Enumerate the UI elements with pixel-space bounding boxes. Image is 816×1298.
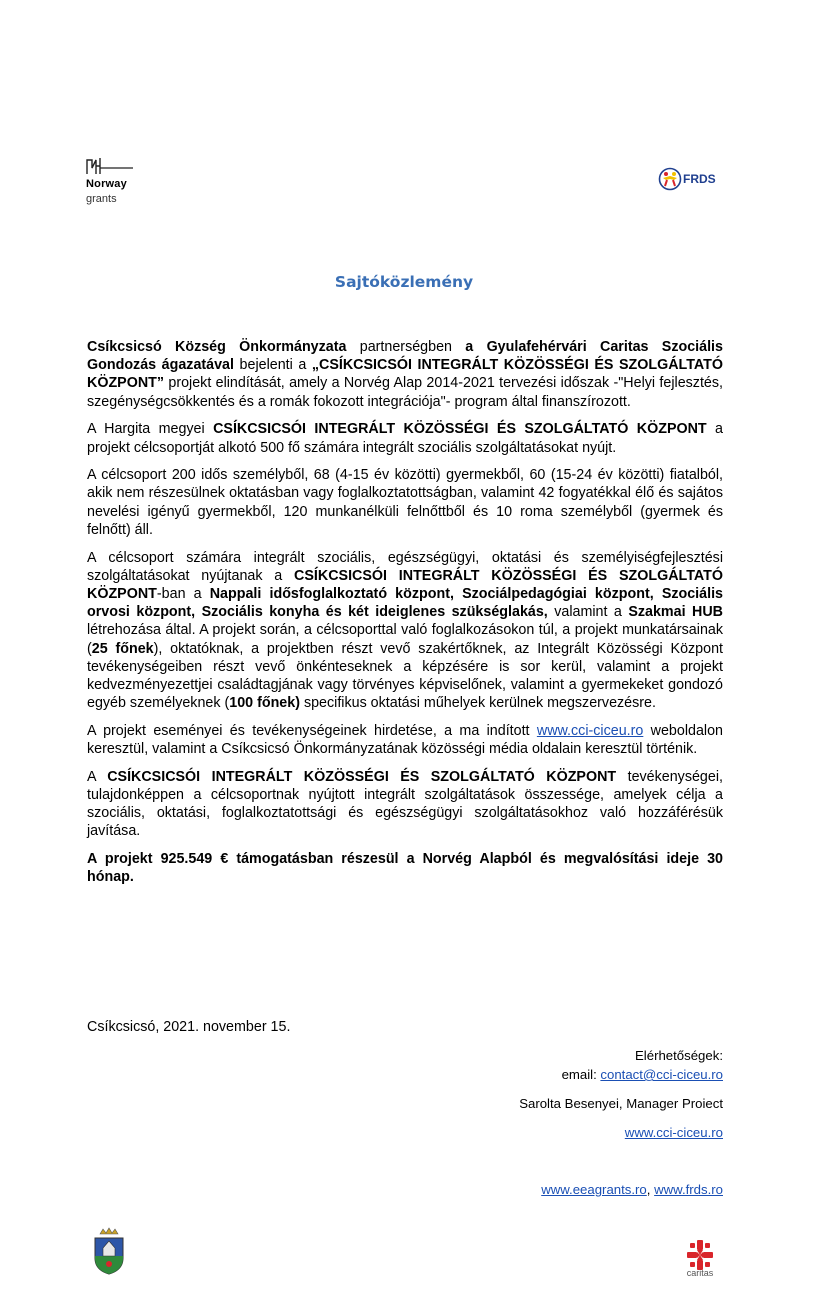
contact-email-link[interactable]: contact@cci-ciceu.ro: [600, 1067, 723, 1082]
paragraph-4: A célcsoport számára integrált szociális, egészségügyi, oktatási és személyiségfejlesztési szolgáltatásokat nyújtanak a CSÍKCSICSÓI INTEGRÁLT KÖZÖSSÉGI ÉS SZOLGÁLTATÓ KÖZPONT-ban a Nappali idősfoglalkoztató központ, Szociálpedagógiai központ, Szociális orvosi központ, Szociális konyha és két ideiglenes szükséglakás, valamint a Szakmai HUB létrehozása által. A projekt során, a célcsoporttal való foglalkozásokon túl, a projekt munkatársainak (25 főnek), oktatóknak, a projektben részt vevő szakértőknek, az Integrált Közösségi Központ tevékenységeiben részt vevő önkénteseknek a képzésére is sor kerül, valamint a projekt kedvezményezettjei családtagjának vagy törvényes képviselőnek, valamint a gyermekeket gondozó egyéb személyeknek (100 főnek) specifikus oktatási műhelyek kerülnek megszervezésre.: [87, 549, 724, 712]
coat-of-arms-icon: [92, 1226, 126, 1276]
contact-website-link[interactable]: www.cci-ciceu.ro: [624, 1125, 723, 1140]
frds-logo-icon: [657, 165, 721, 193]
paragraph-1: Csíkcsicsó Község Önkormányzata partnerségben a Gyulafehérvári Caritas Szociális Gondozás ágazatával bejelenti a „CSÍKCSICSÓI INTEGRÁLT KÖZÖSSÉGI ÉS SZOLGÁLTATÓ KÖZPONT” projekt elindítását, amely a Norvég Alap 2014-2021 tervezési időszak -"Helyi fejlesztés, szegénységcsökkentés és a romák fokozott integrációja"- program által finanszírozott.: [87, 339, 724, 410]
grants-logo-text: grants: [86, 193, 117, 205]
paragraph-2: A Hargita megyei CSÍKCSICSÓI INTEGRÁLT KÖZÖSSÉGI ÉS SZOLGÁLTATÓ KÖZPONT a projekt célcsoportját alkotó 500 fő számára integrált szociális szolgáltatásokat nyújt.: [87, 421, 723, 456]
paragraph-3: A célcsoport 200 idős személyből, 68 (4-15 év közötti) gyermekből, 60 (15-24 év közötti) fiatalból, akik nem részesülnek oktatásban vagy foglalkoztatottságban, valamint 42 fogyatékkal élő és sajátos nevelési igényű gyermekből, 120 munkanélküli felnőttből és 10 roma személyből (gyermek és felnőtt) áll.: [87, 467, 723, 538]
contact-website-line: [625, 1124, 723, 1142]
page-title: Sajtóközlemény: [334, 273, 474, 291]
project-website-link[interactable]: www.cci-ciceu.ro: [536, 722, 644, 739]
contact-person: Sarolta Besenyei, Manager Proiect: [519, 1096, 723, 1111]
contact-email-line: email: contact@cci-ciceu.ro: [561, 1067, 723, 1082]
norway-logo-text: Norway: [86, 178, 127, 190]
norway-grants-logo-icon: [86, 156, 134, 176]
frds-link[interactable]: www.frds.ro: [654, 1182, 723, 1197]
caritas-logo-text: caritas: [686, 1268, 714, 1278]
contact-heading: Elérhetőségek:: [635, 1048, 723, 1063]
frds-logo-text: FRDS: [683, 172, 716, 186]
paragraph-5: A projekt eseményei és tevékenységeinek hirdetése, a ma indított www.cci-ciceu.ro weboldalon keresztül, valamint a Csíkcsicsó Önkormányzatának közösségi média oldalain keresztül történik.: [87, 722, 723, 758]
date-line: Csíkcsicsó, 2021. november 15.: [87, 1019, 291, 1035]
paragraph-7: A projekt 925.549 € támogatásban részesül a Norvég Alapból és megvalósítási ideje 30 hónap.: [87, 851, 723, 886]
eeagrants-link[interactable]: www.eeagrants.ro: [541, 1182, 647, 1197]
paragraph-6: A CSÍKCSICSÓI INTEGRÁLT KÖZÖSSÉGI ÉS SZOLGÁLTATÓ KÖZPONT tevékenységei, tulajdonképpen a célcsoportnak nyújtott integrált szolgáltatások összessége, amelyek célja a szociális, oktatási, foglalkoztatottsági és egészségügyi szolgáltatásokhoz való hozzáférésük javítása.: [87, 768, 723, 840]
footer-links: www.eeagrants.ro, www.frds.ro: [541, 1182, 723, 1197]
press-release-body: [87, 338, 723, 896]
